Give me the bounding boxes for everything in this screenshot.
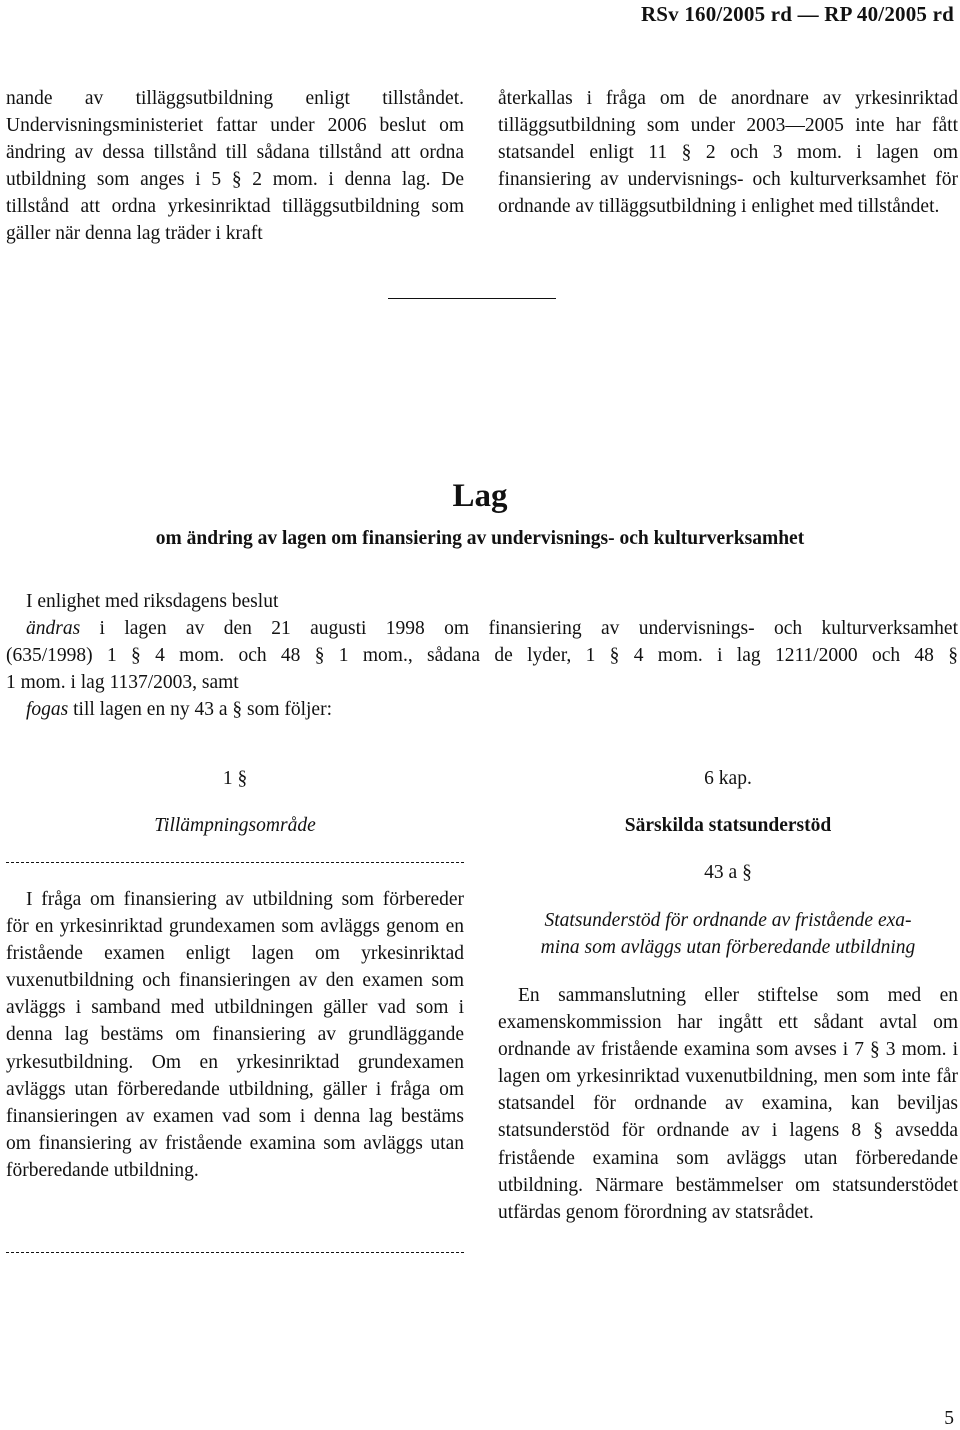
enactment-amend-line-2: (635/1998) 1 § 4 mom. och 48 § 1 mom., sådana de lyder, 1 § 4 mom. i lag 1211/2000 och 48 § <box>6 645 958 667</box>
left-dashed-rule-top <box>6 862 464 863</box>
left-section-heading: Tillämpningsområde <box>154 815 316 836</box>
law-title: Lag <box>452 478 508 514</box>
enactment-amend-line-3: 1 mom. i lag 1137/2003, samt <box>6 672 239 694</box>
section-separator-rule <box>388 298 556 299</box>
enactment-clause <box>6 588 958 723</box>
right-section-body: En sammanslutning eller stiftelse som med en examenskommission har ingått ett sådant avtal om ordnande av fristående examina som avses i 7 § 3 mom. i lagen om yrkesinriktad vuxenutbildning, men som inte får statsandel för ordnande av examina, kan beviljas statsunderstöd för ordnande av i lagens 8 § avsedda fristående examina som avläggs utan förberedande utbildning. Närmare bestämmelser om statsunderstödet utfärdas genom förordning av statsrådet. <box>498 985 958 1223</box>
left-dashed-rule-bottom <box>6 1252 464 1253</box>
running-header: RSv 160/2005 rd — RP 40/2005 rd <box>640 2 954 26</box>
right-chapter-number: 6 kap. <box>704 768 752 789</box>
enactment-intro: I enlighet med riksdagens beslut <box>26 591 279 612</box>
fogas-text: till lagen en ny 43 a § som följer: <box>68 699 333 721</box>
left-section-number: 1 § <box>222 768 248 789</box>
law-subtitle: om ändring av lagen om finansiering av undervisnings- och kulturverksamhet <box>155 528 805 549</box>
andras-word: ändras <box>26 618 81 640</box>
right-heading-line-2: mina som avläggs utan förberedande utbildning <box>540 937 916 958</box>
right-section-number: 43 a § <box>704 862 752 883</box>
enactment-add-line <box>6 696 958 723</box>
page-number: 5 <box>944 1408 954 1429</box>
right-chapter-title: Särskilda statsunderstöd <box>624 815 832 836</box>
fogas-word: fogas <box>26 699 69 721</box>
right-heading-line-1: Statsunderstöd för ordnande av fristående exa- <box>544 910 912 931</box>
top-left-paragraph: nande av tilläggsutbildning enligt tillståndet. Undervisningsministeriet fattar under 2006 beslut om ändring av dessa tillstånd till sådana tillstånd att ordna utbildning som anges i 5 § 2 mom. i denna lag. De tillstånd att ordna yrkesinriktad tilläggsutbildning som gäller när denna lag träder i kraft <box>6 88 464 245</box>
right-section-heading <box>498 907 958 961</box>
top-right-paragraph: återkallas i fråga om de anordnare av yrkesinriktad tilläggsutbildning som under 2003—2005 inte har fått statsandel enligt 11 § 2 och 3 mom. i lagen om finansiering av undervisnings- och kulturverksamhet för ordnande av tilläggsutbildning i enlighet med tillståndet. <box>498 88 958 218</box>
andras-text-a: i lagen av den 21 augusti 1998 om finansiering av undervisnings- och kulturverksamhet <box>80 618 958 640</box>
enactment-amend-line-1 <box>6 615 958 642</box>
left-section-body: I fråga om finansiering av utbildning som förbereder för en yrkesinriktad grundexamen som avläggs genom en fristående examen enligt lagen om yrkesinriktad vuxenutbildning och finansieringen av den examen som avläggs i samband med utbildningen gäller vad som i denna lag bestäms om finansiering av grundläggande yrkesutbildning. Om en yrkesinriktad grundexamen avläggs utan förberedande utbildning, gäller i fråga om finansieringen av examen vad som i denna lag bestäms om finansiering av fristående examina som avläggs utan förberedande utbildning. <box>6 889 464 1181</box>
